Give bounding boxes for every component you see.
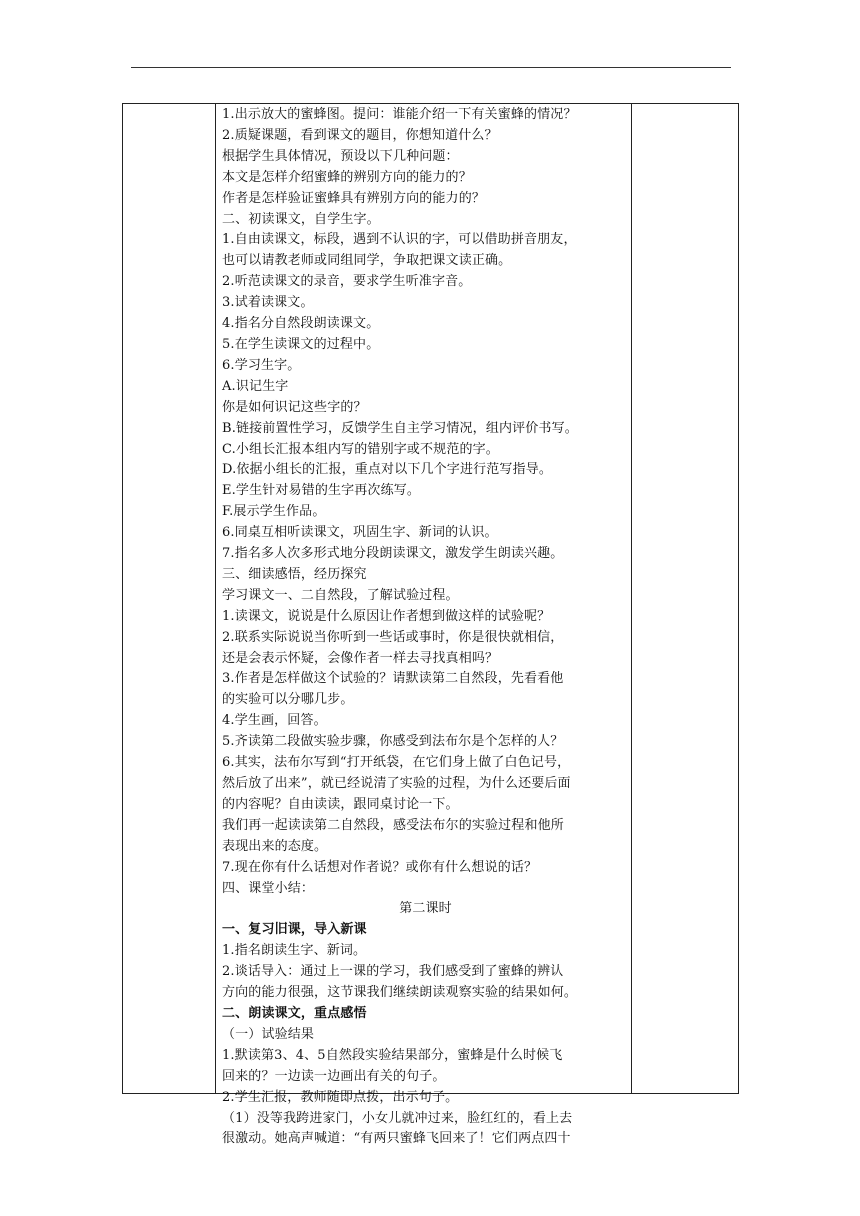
text-line: 三、细读感悟，经历探究 xyxy=(222,566,367,582)
text-line: 1.自由读课文，标段，遇到不认识的字，可以借助拼音朋友， xyxy=(222,232,577,248)
text-line: 7.现在你有什么话想对作者说？或你有什么想说的话？ xyxy=(222,859,538,875)
text-line: （1）没等我跨进家门，小女儿就冲过来，脸红红的，看上去 xyxy=(222,1110,573,1126)
text-line: D.依据小组长的汇报，重点对以下几个字进行范写指导。 xyxy=(222,462,552,478)
text-line: E.学生针对易错的生字再次练写。 xyxy=(222,483,421,499)
text-line: 的内容呢？自由读读，跟同桌讨论一下。 xyxy=(222,796,459,812)
text-line: 我们再一起读读第二自然段，感受法布尔的实验过程和他所 xyxy=(222,817,564,833)
text-line: B.链接前置性学习，反馈学生自主学习情况，组内评价书写。 xyxy=(222,420,578,436)
text-line: 3.试着读课文。 xyxy=(222,295,314,311)
table-column-content xyxy=(216,104,632,1147)
text-line: 7.指名多人次多形式地分段朗读课文，激发学生朗读兴趣。 xyxy=(222,546,564,562)
text-line: 本文是怎样介绍蜜蜂的辨别方向的能力的？ xyxy=(222,169,472,185)
text-line: 根据学生具体情况，预设以下几种问题： xyxy=(222,148,459,164)
bold-heading: 二、朗读课文，重点感悟 xyxy=(222,1005,367,1021)
text-line: 5.齐读第二段做实验步骤，你感受到法布尔是个怎样的人？ xyxy=(222,734,564,750)
text-line: 1.读课文，说说是什么原因让作者想到做这样的试验呢？ xyxy=(222,608,551,624)
text-line: A.识记生字 xyxy=(222,378,289,394)
text-line: 2.联系实际说说当你听到一些话或事时，你是很快就相信， xyxy=(222,629,564,645)
text-line: 二、初读课文，自学生字。 xyxy=(222,211,380,227)
text-line: 3.作者是怎样做这个试验的？请默读第二自然段，先看看他 xyxy=(222,671,564,687)
table-column-right xyxy=(632,104,738,1093)
text-line: 2.学生汇报，教师随即点拨，出示句子。 xyxy=(222,1089,459,1105)
text-line: F.展示学生作品。 xyxy=(222,504,326,520)
bold-heading: 一、复习旧课，导入新课 xyxy=(222,922,367,938)
text-line: 6.同桌互相听读课文，巩固生字、新词的认识。 xyxy=(222,525,498,541)
text-line: （一）试验结果 xyxy=(222,1026,315,1042)
text-line: C.小组长汇报本组内写的错别字或不规范的字。 xyxy=(222,441,499,457)
text-line: 6.其实，法布尔写到“打开纸袋，在它们身上做了白色记号， xyxy=(222,755,571,771)
section-heading: 第二课时 xyxy=(399,901,452,917)
header-rule xyxy=(131,67,731,68)
text-line: 你是如何识记这些字的？ xyxy=(222,399,367,415)
lesson-table xyxy=(122,103,739,1147)
text-line: 还是会表示怀疑，会像作者一样去寻找真相吗？ xyxy=(222,650,499,666)
text-line: 表现出来的态度。 xyxy=(222,838,328,854)
text-line: 学习课文一、二自然段，了解试验过程。 xyxy=(222,587,459,603)
lesson-text xyxy=(216,104,631,1150)
text-line: 5.在学生读课文的过程中。 xyxy=(222,336,380,352)
text-line: 1.默读第3、4、5自然段实验结果部分，蜜蜂是什么时候飞 xyxy=(222,1047,563,1063)
text-line: 2.质疑课题，看到课文的题目，你想知道什么？ xyxy=(222,127,498,143)
text-line: 很激动。她高声喊道：“有两只蜜蜂飞回来了！它们两点四十 xyxy=(222,1131,571,1147)
text-line: 1.指名朗读生字、新词。 xyxy=(222,943,367,959)
text-line: 2.谈话导入：通过上一课的学习，我们感受到了蜜蜂的辨认 xyxy=(222,964,564,980)
text-line: 作者是怎样验证蜜蜂具有辨别方向的能力的？ xyxy=(222,190,486,206)
text-line: 方向的能力很强，这节课我们继续朗读观察实验的结果如何。 xyxy=(222,985,578,1001)
text-line: 4.指名分自然段朗读课文。 xyxy=(222,316,380,332)
text-line: 然后放了出来”，就已经说清了实验的过程，为什么还要后面 xyxy=(222,776,571,791)
text-line: 4.学生画，回答。 xyxy=(222,713,327,729)
text-line: 1.出示放大的蜜蜂图。提问：谁能介绍一下有关蜜蜂的情况？ xyxy=(222,107,577,122)
table-column-left xyxy=(123,104,216,1093)
text-line: 四、课堂小结： xyxy=(222,880,315,896)
text-line: 的实验可以分哪几步。 xyxy=(222,692,354,708)
text-line: 也可以请教老师或同组同学，争取把课文读正确。 xyxy=(222,253,512,269)
text-line: 6.学习生字。 xyxy=(222,357,301,373)
text-line: 2.听范读课文的录音，要求学生听准字音。 xyxy=(222,274,472,290)
text-line: 回来的？一边读一边画出有关的句子。 xyxy=(222,1068,446,1084)
